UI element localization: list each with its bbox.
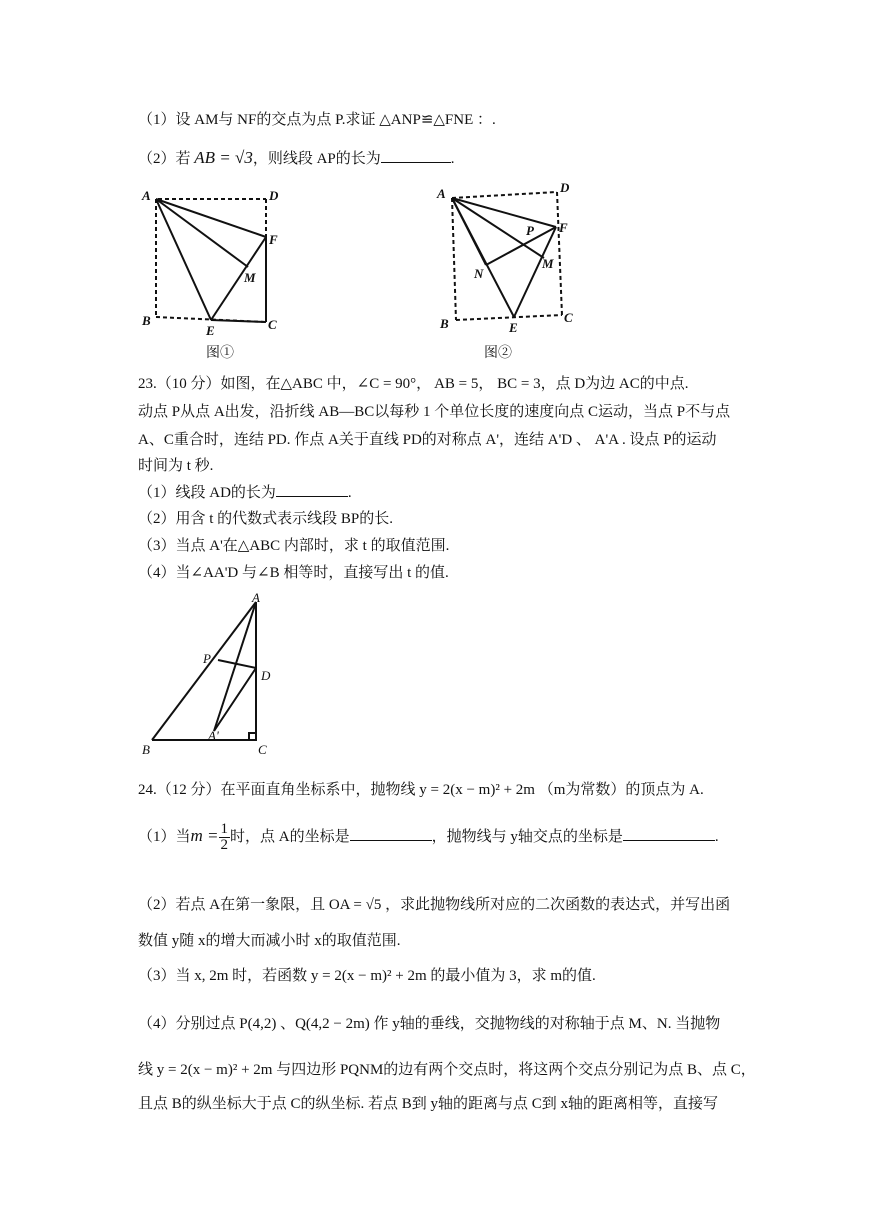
fig2-label-c: C [564, 310, 573, 325]
q23-line2: 动点 P从点 A出发，沿折线 AB—BC以每秒 1 个单位长度的速度向点 C运动，当点 P不与点 [138, 404, 731, 420]
q24-sub1 [138, 822, 719, 853]
fig1-label-e: E [206, 323, 215, 338]
fig1-label-a: A [142, 188, 151, 203]
fig23-label-a-prime: A' [208, 728, 219, 743]
fig2-label-p: P [526, 223, 534, 238]
fig2-label-b: B [440, 316, 449, 331]
q24-sub4-line2: 线 y = 2(x − m)² + 2m 与四边形 PQNM的边有两个交点时，将这两个交点分别记为点 B、点 C， [138, 1062, 756, 1078]
q22-part2 [138, 147, 455, 168]
fraction-denominator: 2 [220, 837, 229, 853]
fig2-label-d: D [560, 180, 570, 195]
fig23-label-c: C [258, 742, 267, 757]
q22-part2-text: ，则线段 AP的长为 [252, 151, 381, 167]
fig23-label-b: B [142, 742, 150, 757]
fraction-numerator: 1 [220, 821, 229, 837]
fig1-label-c: C [268, 317, 277, 332]
fig1-label-f: F [269, 232, 278, 247]
fig1-label-b: B [142, 313, 151, 328]
q22-part2-prefix: （2）若 [138, 151, 195, 167]
q22-part2-end: . [450, 151, 455, 167]
fig2-label-n: N [474, 266, 484, 281]
q23-sub3: （3）当点 A'在△ABC 内部时，求 t 的取值范围. [138, 538, 450, 554]
fig2-label-a: A [437, 186, 446, 201]
q24-sub3: （3）当 x, 2m 时，若函数 y = 2(x − m)² + 2m 的最小值为 3，求 m的值. [138, 968, 596, 984]
figure-q23-triangle [138, 590, 278, 760]
fig2-caption: 图② [484, 346, 512, 361]
fig23-label-p: P [203, 651, 211, 666]
fraction-one-half [219, 822, 231, 853]
q23-sub1 [138, 481, 352, 502]
q24-sub1-m: m = [190, 825, 219, 845]
figure-2 [432, 180, 592, 340]
q22-part1: （1）设 AM与 NF的交点为点 P.求证 △ANP≌△FNE ：. [138, 112, 496, 128]
q23-line4: 时间为 t 秒. [138, 458, 214, 474]
q24-sub1-end: . [714, 828, 719, 845]
q24-sub1-text: 时，点 A的坐标是 [230, 828, 350, 845]
answer-blank-ad[interactable] [276, 482, 348, 497]
fig2-label-f: F [559, 220, 568, 235]
q24-sub2-line1: （2）若点 A在第一象限，且 OA = √5 ，求此抛物线所对应的二次函数的表达式，并写出函 [138, 897, 731, 913]
q24-sub1-text2: ，抛物线与 y轴交点的坐标是 [431, 828, 623, 845]
fig23-label-a: A [252, 590, 260, 605]
fig2-label-m: M [542, 256, 554, 271]
fig1-label-m: M [244, 270, 256, 285]
q24-sub4-line1: （4）分别过点 P(4,2) 、Q(4,2 − 2m) 作 y轴的垂线，交抛物线的对称轴于点 M、N. 当抛物 [138, 1016, 721, 1032]
fig1-label-d: D [269, 188, 279, 203]
q23-line1: 23.（10 分）如图，在△ABC 中，∠C = 90°， AB = 5， BC = 3，点 D为边 AC的中点. [138, 376, 689, 392]
q23-line3: A、C重合时，连结 PD. 作点 A关于直线 PD的对称点 A'，连结 A'D 、 A'A . 设点 P的运动 [138, 432, 717, 448]
answer-blank-y-intercept[interactable] [623, 826, 715, 841]
figure-1 [138, 182, 288, 342]
answer-blank-vertex[interactable] [350, 826, 432, 841]
q24-sub4-line3: 且点 B的纵坐标大于点 C的纵坐标. 若点 B到 y轴的距离与点 C到 x轴的距离相等，直接写 [138, 1096, 719, 1112]
q24-line1: 24.（12 分）在平面直角坐标系中，抛物线 y = 2(x − m)² + 2m （m为常数）的顶点为 A. [138, 782, 704, 798]
q24-sub2-line2: 数值 y随 x的增大而减小时 x的取值范围. [138, 933, 401, 949]
fig23-label-d: D [261, 668, 271, 683]
q23-sub1-text: （1）线段 AD的长为 [138, 485, 276, 501]
answer-blank-ap[interactable] [381, 148, 451, 163]
q24-sub1-prefix: （1）当 [138, 828, 191, 845]
fig1-caption: 图① [206, 346, 234, 361]
q22-part2-math: AB = √3 [194, 148, 253, 167]
q23-sub2: （2）用含 t 的代数式表示线段 BP的长. [138, 511, 394, 527]
q23-sub4: （4）当∠AA'D 与∠B 相等时，直接写出 t 的值. [138, 565, 449, 581]
q23-sub1-end: . [347, 485, 352, 501]
fig2-label-e: E [509, 320, 518, 335]
